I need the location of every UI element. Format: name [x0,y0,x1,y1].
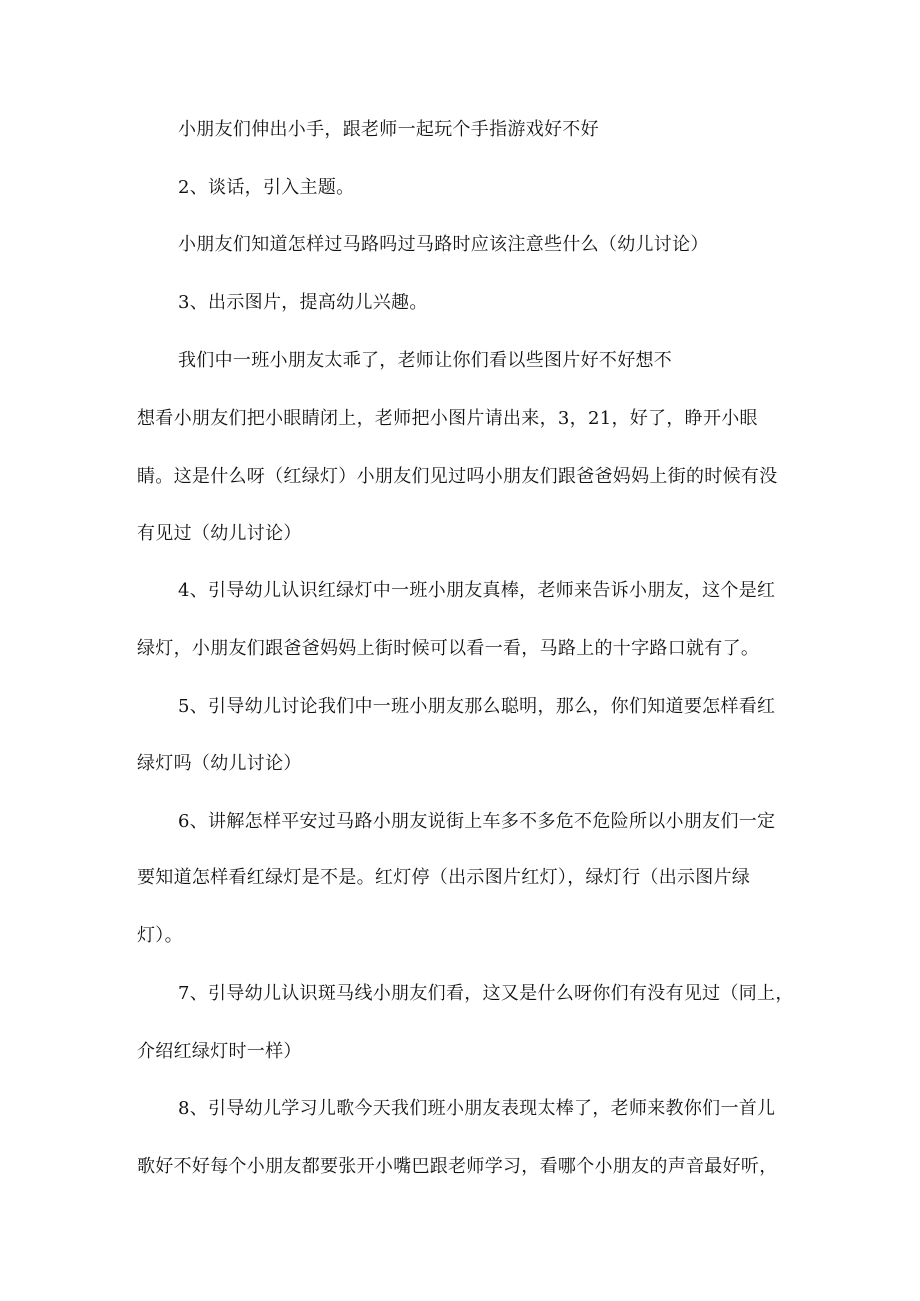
text-line: 7、引导幼儿认识斑马线小朋友们看，这又是什么呀你们有没有见过（同上， [178,983,794,1004]
text-line: 2、谈话，引入主题。 [178,177,355,198]
text-line: 绿灯吗（幼儿讨论） [137,753,302,774]
text-line: 想看小朋友们把小眼睛闭上，老师把小图片请出来，3，21，好了，睁开小眼 [137,408,758,429]
text-line: 要知道怎样看红绿灯是不是。红灯停（出示图片红灯），绿灯行（出示图片绿 [137,867,751,888]
text-line: 睛。这是什么呀（红绿灯）小朋友们见过吗小朋友们跟爸爸妈妈上街的时候有没 [137,466,778,487]
text-line: 歌好不好每个小朋友都要张开小嘴巴跟老师学习，看哪个小朋友的声音最好听， [137,1156,778,1177]
text-line: 6、讲解怎样平安过马路小朋友说街上车多不多危不危险所以小朋友们一定 [178,811,776,832]
text-line: 绿灯，小朋友们跟爸爸妈妈上街时候可以看一看，马路上的十字路口就有了。 [137,638,760,659]
text-line: 我们中一班小朋友太乖了，老师让你们看以些图片好不好想不 [178,350,673,371]
text-line: 4、引导幼儿认识红绿灯中一班小朋友真棒，老师来告诉小朋友，这个是红 [178,580,776,601]
text-line: 3、出示图片，提高幼儿兴趣。 [178,292,428,313]
text-line: 有见过（幼儿讨论） [137,523,302,544]
text-line: 介绍红绿灯时一样） [137,1041,302,1062]
text-line: 小朋友们知道怎样过马路吗过马路时应该注意些什么（幼儿讨论） [178,234,709,255]
text-line: 5、引导幼儿讨论我们中一班小朋友那么聪明，那么，你们知道要怎样看红 [178,696,776,717]
text-line: 8、引导幼儿学习儿歌今天我们班小朋友表现太棒了，老师来教你们一首儿 [178,1098,776,1119]
text-line: 小朋友们伸出小手，跟老师一起玩个手指游戏好不好 [178,119,599,140]
text-line: 灯）。 [137,925,183,946]
